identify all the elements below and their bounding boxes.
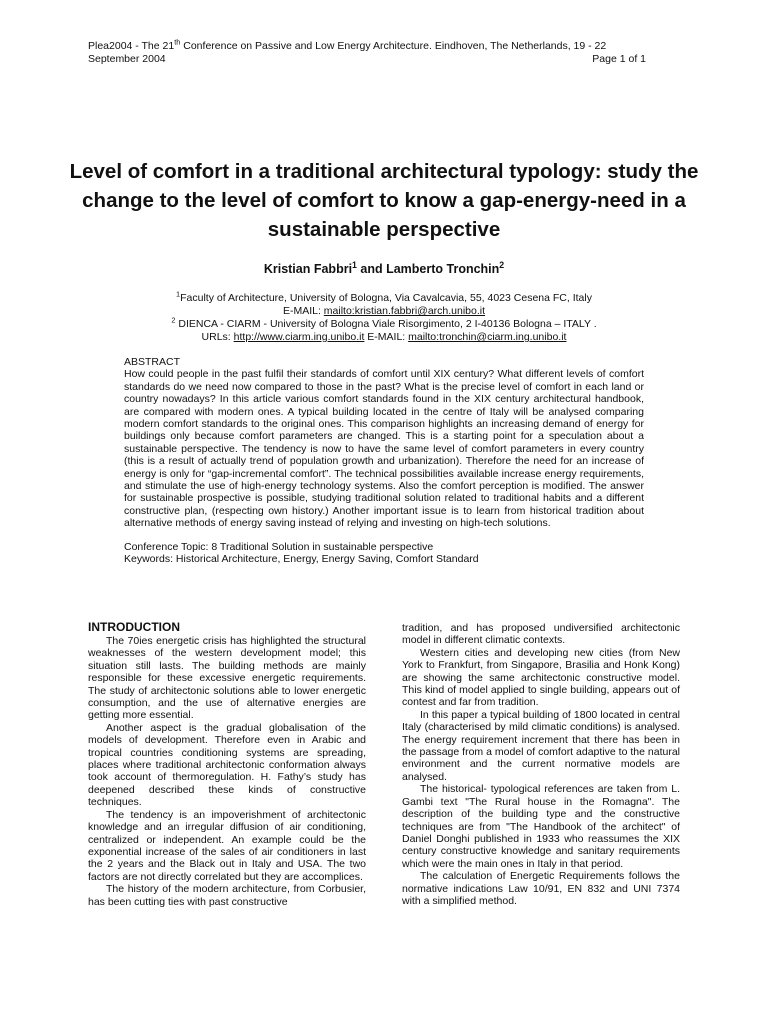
- paragraph: The calculation of Energetic Requirements follows the normative indications Law 10/91, EN 832 and UNI 7374 with a simplified method.: [402, 870, 680, 907]
- affiliation-1: [60, 289, 708, 305]
- page-number: Page 1 of 1: [592, 53, 646, 65]
- author-list: [60, 259, 708, 276]
- email-line-1: [60, 305, 708, 318]
- affiliation-sup-1: 1: [176, 289, 181, 299]
- author-name-2: and Lamberto Tronchin: [356, 262, 500, 276]
- header-row-2: [88, 53, 646, 66]
- conference-line: [88, 37, 646, 53]
- ordinal-sup: th: [174, 37, 181, 47]
- paragraph-continuation: tradition, and has proposed undiversified architectonic model in different climatic contexts.: [402, 622, 680, 647]
- conference-date: September 2004: [88, 53, 166, 65]
- urls-label: URLs:: [201, 331, 234, 343]
- paragraph: In this paper a typical building of 1800 located in central Italy (characterised by mild climatic conditions) is analysed. The energy requirement increment that there has been in the passage from a model of comfort adaptive to the natural environment and the current normative models are analysed.: [402, 708, 680, 783]
- email-label: E-MAIL:: [282, 305, 324, 317]
- paragraph: The 70ies energetic crisis has highlighted the structural weaknesses of the western development model; this situation still lasts. The building methods are mainly responsible for these excessive energetic requirements. The study of architectonic solutions able to lower energetic consumption, and the use of alternative energies are getting more essential.: [88, 635, 366, 722]
- conference-text-rest: Conference on Passive and Low Energy Architecture. Eindhoven, The Netherlands, 19 - 22: [180, 40, 607, 52]
- affiliation-text-1: Faculty of Architecture, University of Bologna, Via Cavalcavia, 55, 4023 Cesena FC, Italy: [180, 292, 592, 304]
- conference-topic: Conference Topic: 8 Traditional Solution in sustainable perspective: [124, 540, 434, 553]
- email-link-2[interactable]: mailto:tronchin@ciarm.ing.unibo.it: [408, 331, 567, 343]
- paragraph: The historical- typological references are taken from L. Gambi text "The Rural house in the Romagna". The description of the building type and the constructive techniques are from "The Handbook of the architect" of Daniel Donghi published in 1933 who reassumes the XIX century constructive knowledge and sanitary requirements which were the main ones in Italy in that period.: [402, 783, 680, 870]
- left-column: [88, 620, 366, 908]
- paragraph: The tendency is an impoverishment of architectonic knowledge and an irregular diffusion of air conditioning, centralized or independent. An example could be the exponential increase of the sales of air conditioners in last the 2 years and the Black out in Italy and USA. The two factors are not directly correlated but they are accomplices.: [88, 808, 366, 883]
- affiliations: [60, 289, 708, 344]
- section-heading-introduction: INTRODUCTION: [88, 620, 180, 634]
- keywords: Keywords: Historical Architecture, Energy, Energy Saving, Comfort Standard: [124, 553, 479, 566]
- conference-text: Plea2004 - The 21: [88, 40, 175, 52]
- right-column: [402, 622, 680, 907]
- paper-title: Level of comfort in a traditional architectural typology: study the change to the level of comfort to know a gap-energy-need in a sustainable perspective: [69, 160, 699, 241]
- abstract-heading: ABSTRACT: [124, 356, 181, 368]
- page-header: [88, 37, 646, 66]
- author-sup-1: 1: [352, 259, 357, 270]
- url-line: [60, 331, 708, 344]
- abstract-section: [124, 356, 644, 566]
- url-link[interactable]: http://www.ciarm.ing.unibo.it: [233, 331, 365, 343]
- affiliation-2: [60, 315, 708, 331]
- abstract-body: How could people in the past fulfil their standards of comfort until XIX century? What different levels of comfort standards do we need now compared to those in the past? What is the precise level of comfort in each land or country nowadays? In this article various comfort standards found in the XIX century architectural handbook, are compared with modern ones. A typical building located in the centre of Italy will be analysed comparing modern comfort standards to the original ones. This comparison highlights an increasing demand of energy for buildings only because comfort parameters are changed. This is a starting point for a speculation about a sustainable perspective. The tendency is now to have the same level of comfort parameters in every country (this is a result of actually trend of population growth and urbanization). Therefore the need for an increase of energy is only for “gap-incremental comfort”. The technical possibilities available increase energy requirements, and stimulate the use of high-energy technology systems. Also the comfort perception is modified. The answer for sustainable prospective is possible, studying traditional solution related to traditional habits and a different constructive plan, (respecting own history.) Another important issue is to learn from historical tradition about alternative methods of energy saving instead of relying and investing on high-tech solutions.: [124, 368, 644, 530]
- email-link-1[interactable]: mailto:kristian.fabbri@arch.unibo.it: [323, 305, 486, 317]
- author-sup-2: 2: [499, 259, 505, 270]
- affiliation-sup-2: 2: [171, 315, 176, 325]
- email-label-2: E-MAIL:: [364, 331, 409, 343]
- paragraph: The history of the modern architecture, from Corbusier, has been cutting ties with past constructive: [88, 883, 366, 908]
- author-name-1: Kristian Fabbri: [263, 262, 353, 276]
- affiliation-text-2: DIENCA - CIARM - University of Bologna Viale Risorgimento, 2 I-40136 Bologna – ITALY .: [175, 318, 597, 330]
- paragraph: Another aspect is the gradual globalisation of the models of development. Therefore even in Arabic and tropical countries conditioning systems are spreading, places where traditional architectonic conformation always took account of thermoregulation. H. Fathy’s study has deepened described these kinds of constructive techniques.: [88, 721, 366, 809]
- paragraph: Western cities and developing new cities (from New York to Frankfurt, from Singapore, Brasilia and Honk Kong) are showing the same architectonic constructive model. This kind of model applied to single building, appears out of contest and far from tradition.: [402, 646, 680, 709]
